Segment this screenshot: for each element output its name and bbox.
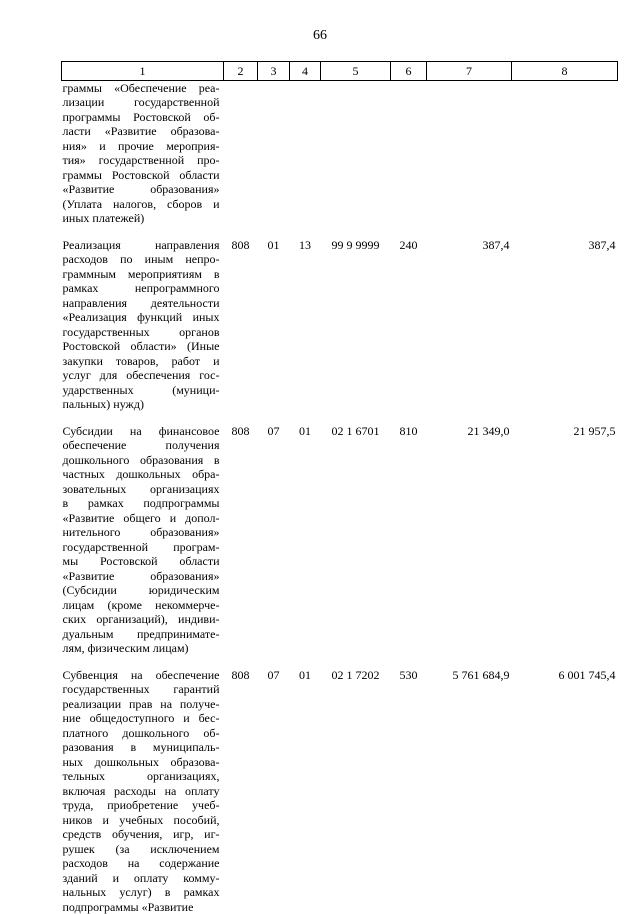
- table-body: [62, 80, 618, 914]
- row-description: [62, 80, 224, 226]
- col-header-1: 1: [62, 62, 224, 81]
- description-line: зданий и оплату комму-: [63, 871, 220, 886]
- table-header: [62, 62, 618, 81]
- description-line: лизации государственной: [63, 95, 220, 110]
- cell-subsection-code: 01: [290, 424, 321, 656]
- description-line: Субвенция на обеспечение: [63, 668, 220, 683]
- description-line: Субсидии на финансовое: [63, 424, 220, 439]
- description-line: ных дошкольных образова-: [63, 755, 220, 770]
- row-description: [62, 238, 224, 412]
- table-row: [62, 238, 618, 412]
- col-header-5: 5: [321, 62, 391, 81]
- description-line: Реализация направления: [63, 238, 220, 253]
- description-line: «Развитие общего и допол-: [63, 511, 220, 526]
- header-row: [62, 62, 618, 81]
- cell-ministry-code: 808: [224, 238, 258, 412]
- row-spacer: [62, 656, 618, 668]
- cell-amount-year2: 21 957,5: [512, 424, 618, 656]
- description-line: «Реализация функций иных: [63, 310, 220, 325]
- row-description: [62, 668, 224, 914]
- col-header-2: 2: [224, 62, 258, 81]
- description-line: средств обучения, игр, иг-: [63, 827, 220, 842]
- description-line: «Развитие образования»: [63, 182, 220, 197]
- cell-subsection-code: 01: [290, 668, 321, 914]
- cell-amount-year2: [512, 80, 618, 226]
- row-spacer: [62, 226, 618, 238]
- row-spacer: [62, 412, 618, 424]
- description-line: обеспечение получения: [63, 438, 220, 453]
- row-spacer-cell: [62, 412, 618, 424]
- description-line: закупки товаров, работ и: [63, 354, 220, 369]
- description-line: иных платежей): [63, 211, 220, 226]
- col-header-3: 3: [258, 62, 290, 81]
- cell-target-article: 02 1 6701: [321, 424, 391, 656]
- description-line: нальных услуг) в рамках: [63, 885, 220, 900]
- description-line: услуг для обеспечения гос-: [63, 368, 220, 383]
- cell-subsection-code: [290, 80, 321, 226]
- col-header-8: 8: [512, 62, 618, 81]
- description-line: частных дошкольных обра-: [63, 467, 220, 482]
- cell-target-article: 99 9 9999: [321, 238, 391, 412]
- cell-amount-year2: 387,4: [512, 238, 618, 412]
- description-line: граммы «Обеспечение реа-: [63, 81, 220, 96]
- cell-expense-type: 810: [391, 424, 427, 656]
- cell-expense-type: 240: [391, 238, 427, 412]
- cell-amount-year1: 387,4: [427, 238, 512, 412]
- row-description: [62, 424, 224, 656]
- description-line: подпрограммы «Развитие: [63, 900, 220, 914]
- description-line: дуальным предпринимате-: [63, 627, 220, 642]
- description-line: мы Ростовской области: [63, 554, 220, 569]
- description-line: платного дошкольного об-: [63, 726, 220, 741]
- description-line: ударственных (муници-: [63, 383, 220, 398]
- description-line: ласти «Развитие образова-: [63, 124, 220, 139]
- cell-ministry-code: 808: [224, 668, 258, 914]
- row-spacer-cell: [62, 656, 618, 668]
- cell-amount-year2: 6 001 745,4: [512, 668, 618, 914]
- cell-expense-type: 530: [391, 668, 427, 914]
- description-line: лицам (кроме некоммерче-: [63, 598, 220, 613]
- description-line: расходов по иным непро-: [63, 252, 220, 267]
- table-row: [62, 424, 618, 656]
- description-line: рамках непрограммного: [63, 281, 220, 296]
- description-line: зовательных организациях: [63, 482, 220, 497]
- description-line: программы Ростовской об-: [63, 110, 220, 125]
- col-header-4: 4: [290, 62, 321, 81]
- cell-target-article: [321, 80, 391, 226]
- row-spacer-cell: [62, 226, 618, 238]
- description-line: граммы Ростовской области: [63, 168, 220, 183]
- description-line: в рамках подпрограммы: [63, 496, 220, 511]
- cell-subsection-code: 13: [290, 238, 321, 412]
- cell-ministry-code: 808: [224, 424, 258, 656]
- description-line: ния» и прочие мероприя-: [63, 139, 220, 154]
- page-number: 66: [0, 29, 640, 44]
- cell-section-code: 01: [258, 238, 290, 412]
- cell-amount-year1: [427, 80, 512, 226]
- col-header-6: 6: [391, 62, 427, 81]
- cell-amount-year1: 21 349,0: [427, 424, 512, 656]
- cell-ministry-code: [224, 80, 258, 226]
- description-line: лям, физическим лицам): [63, 641, 220, 656]
- cell-amount-year1: 5 761 684,9: [427, 668, 512, 914]
- description-line: государственной програм-: [63, 540, 220, 555]
- cell-section-code: [258, 80, 290, 226]
- description-line: разования в муниципаль-: [63, 740, 220, 755]
- description-line: пальных) нужд): [63, 397, 220, 412]
- table-row: [62, 80, 618, 226]
- description-line: тельных организациях,: [63, 769, 220, 784]
- description-line: ние общедоступного и бес-: [63, 711, 220, 726]
- budget-table: [61, 61, 618, 914]
- description-line: направления деятельности: [63, 296, 220, 311]
- table-row: [62, 668, 618, 914]
- description-line: труда, приобретение учеб-: [63, 798, 220, 813]
- description-line: (Субсидии юридическим: [63, 583, 220, 598]
- description-line: дошкольного образования в: [63, 453, 220, 468]
- col-header-7: 7: [427, 62, 512, 81]
- description-line: расходов на содержание: [63, 856, 220, 871]
- description-line: включая расходы на оплату: [63, 784, 220, 799]
- cell-expense-type: [391, 80, 427, 226]
- description-line: граммным мероприятиям в: [63, 267, 220, 282]
- description-line: рушек (за исключением: [63, 842, 220, 857]
- description-line: ников и учебных пособий,: [63, 813, 220, 828]
- description-line: нительного образования»: [63, 525, 220, 540]
- description-line: Ростовской области» (Иные: [63, 339, 220, 354]
- description-line: государственных гарантий: [63, 682, 220, 697]
- cell-section-code: 07: [258, 668, 290, 914]
- cell-section-code: 07: [258, 424, 290, 656]
- description-line: тия» государственной про-: [63, 153, 220, 168]
- description-line: государственных органов: [63, 325, 220, 340]
- description-line: (Уплата налогов, сборов и: [63, 197, 220, 212]
- cell-target-article: 02 1 7202: [321, 668, 391, 914]
- description-line: реализации прав на получе-: [63, 697, 220, 712]
- description-line: «Развитие образования»: [63, 569, 220, 584]
- description-line: ских организаций), индиви-: [63, 612, 220, 627]
